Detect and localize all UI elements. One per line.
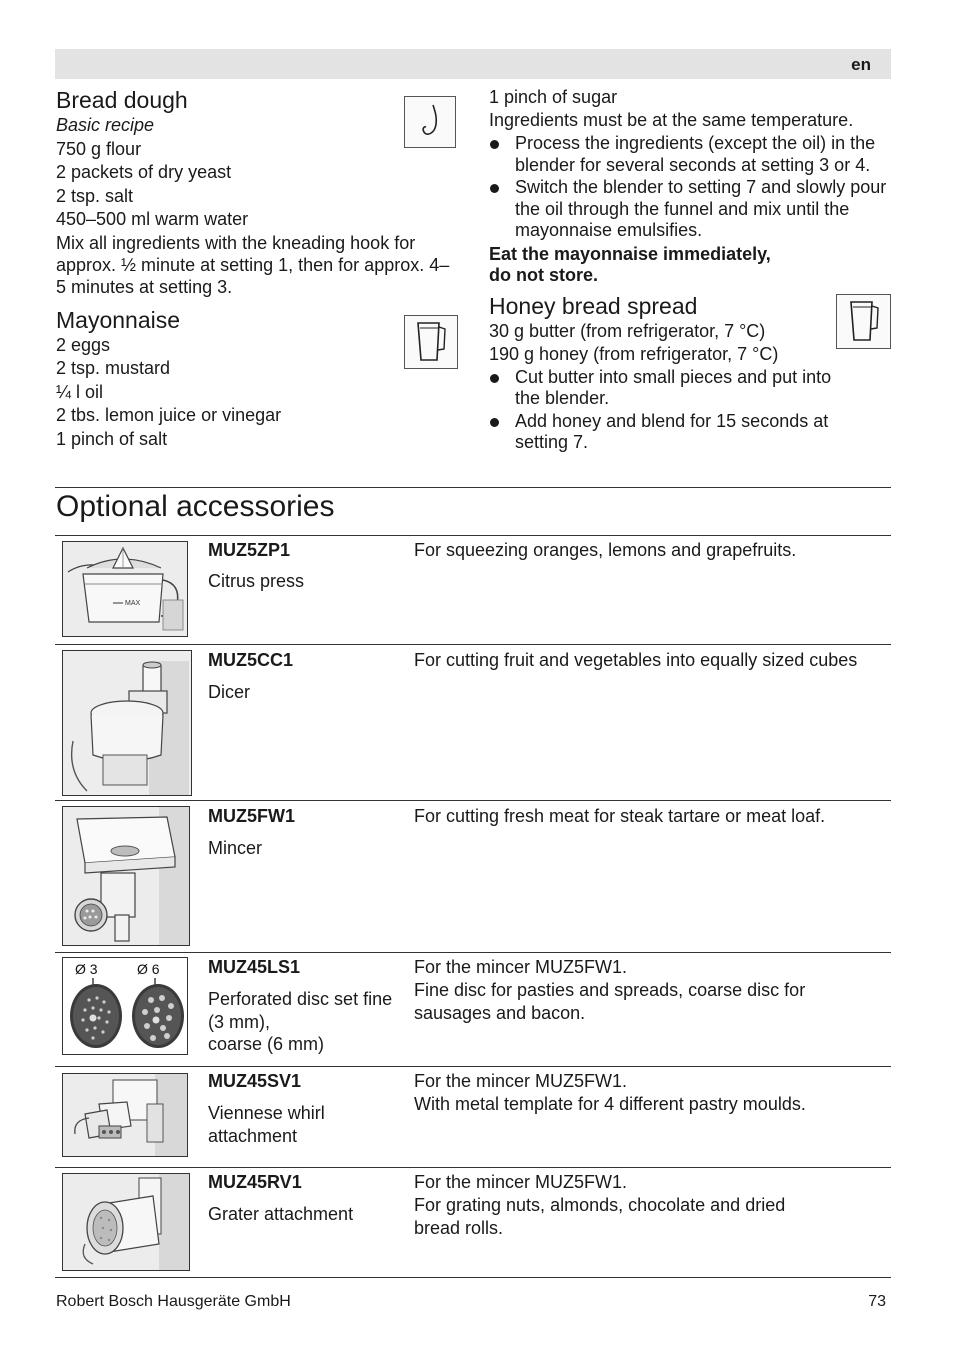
ingredient: 750 g flour <box>56 138 142 159</box>
ingredient: 2 packets of dry yeast <box>56 162 232 182</box>
list-item: Process the ingredients (except the oil) in the blender for several seconds at setting 3 or 4. <box>489 133 894 176</box>
ingredient: 2 eggs <box>56 334 111 355</box>
table-row <box>55 953 891 1066</box>
kneading-hook-icon <box>404 96 456 148</box>
svg-text:MAX: MAX <box>125 600 141 607</box>
accessory-description: For squeezing oranges, lemons and grapefruits. <box>414 540 797 560</box>
perforated-discs-image <box>62 957 188 1055</box>
honey-spread-title: Honey bread spread <box>489 292 698 319</box>
mayonnaise-note: Ingredients must be at the same temperature. <box>489 110 854 130</box>
mayonnaise-warning: do not store. <box>489 264 598 285</box>
accessory-name: Viennese whirl attachment <box>208 1103 325 1146</box>
ingredient: 1 pinch of salt <box>56 428 168 449</box>
bread-dough-instructions: Mix all ingredients with the kneading hook for approx. ½ minute at setting 1, then for approx. 4–5 minutes at setting 3. <box>56 232 450 297</box>
accessory-description: For cutting fresh meat for steak tartare or meat loaf. <box>414 806 826 826</box>
accessory-name: Mincer <box>208 838 263 858</box>
ingredient: 30 g butter (from refrigerator, 7 °C) <box>489 320 766 341</box>
table-row <box>55 536 891 644</box>
blender-jar-icon <box>404 315 458 369</box>
ingredient: 2 tsp. salt <box>56 185 134 206</box>
table-row <box>55 801 891 952</box>
honey-spread-steps <box>489 367 839 454</box>
list-item: Add honey and blend for 15 seconds at setting 7. <box>489 411 839 454</box>
page-title: Optional accessories <box>56 490 335 523</box>
left-column <box>56 86 456 451</box>
language-label: en <box>851 55 871 74</box>
table-row <box>55 1168 891 1278</box>
accessory-name: Citrus press <box>208 571 305 591</box>
accessory-code: MUZ45SV1 <box>208 1071 302 1091</box>
right-column <box>489 86 894 455</box>
accessory-name: Perforated disc set fine (3 mm), coarse (6 mm) <box>208 989 393 1054</box>
table-row <box>55 645 891 800</box>
bread-dough-subtitle: Basic recipe <box>56 115 155 135</box>
grater-image <box>62 1173 190 1271</box>
divider <box>55 487 891 488</box>
accessory-code: MUZ5FW1 <box>208 806 295 826</box>
mayonnaise-steps <box>489 133 894 242</box>
list-item: Cut butter into small pieces and put into the blender. <box>489 367 839 410</box>
bread-dough-title: Bread dough <box>56 87 188 113</box>
accessory-code: MUZ5CC1 <box>208 650 294 670</box>
header-band <box>55 49 891 79</box>
accessory-description: For cutting fruit and vegetables into equally sized cubes <box>414 650 858 670</box>
disc-label-coarse: Ø 6 <box>137 961 160 977</box>
blender-jar-icon <box>836 294 891 349</box>
list-item: Switch the blender to setting 7 and slowly pour the oil through the funnel and mix until the mayonnaise emulsifies. <box>489 177 894 242</box>
accessory-description: For the mincer MUZ5FW1. Fine disc for pasties and spreads, coarse disc for sausages and bacon. <box>414 957 806 1023</box>
mayonnaise-title: Mayonnaise <box>56 306 181 333</box>
ingredient: ¼ l oil <box>56 381 104 402</box>
accessory-code: MUZ45LS1 <box>208 957 301 977</box>
ingredient: 450–500 ml warm water <box>56 209 249 229</box>
citrus-press-image <box>62 541 188 637</box>
accessory-description: For the mincer MUZ5FW1. With metal template for 4 different pastry moulds. <box>414 1071 806 1114</box>
dicer-image <box>62 650 192 796</box>
mincer-image <box>62 806 190 946</box>
divider <box>55 1277 891 1278</box>
viennese-whirl-image <box>62 1073 188 1157</box>
table-row <box>55 1067 891 1167</box>
mayonnaise-warning: Eat the mayonnaise immediately, <box>489 243 771 264</box>
accessory-code: MUZ45RV1 <box>208 1172 302 1192</box>
ingredient: 1 pinch of sugar <box>489 87 618 107</box>
accessory-description: For the mincer MUZ5FW1. For grating nuts, almonds, chocolate and dried bread rolls. <box>414 1172 786 1238</box>
accessory-name: Dicer <box>208 682 251 702</box>
accessory-code: MUZ5ZP1 <box>208 540 291 560</box>
page-number: 73 <box>868 1293 886 1310</box>
ingredient: 2 tsp. mustard <box>56 358 171 378</box>
ingredient: 190 g honey (from refrigerator, 7 °C) <box>489 344 779 364</box>
footer-company: Robert Bosch Hausgeräte GmbH <box>56 1293 291 1310</box>
accessory-name: Grater attachment <box>208 1204 354 1224</box>
ingredient: 2 tbs. lemon juice or vinegar <box>56 405 282 425</box>
disc-label-fine: Ø 3 <box>75 961 98 977</box>
